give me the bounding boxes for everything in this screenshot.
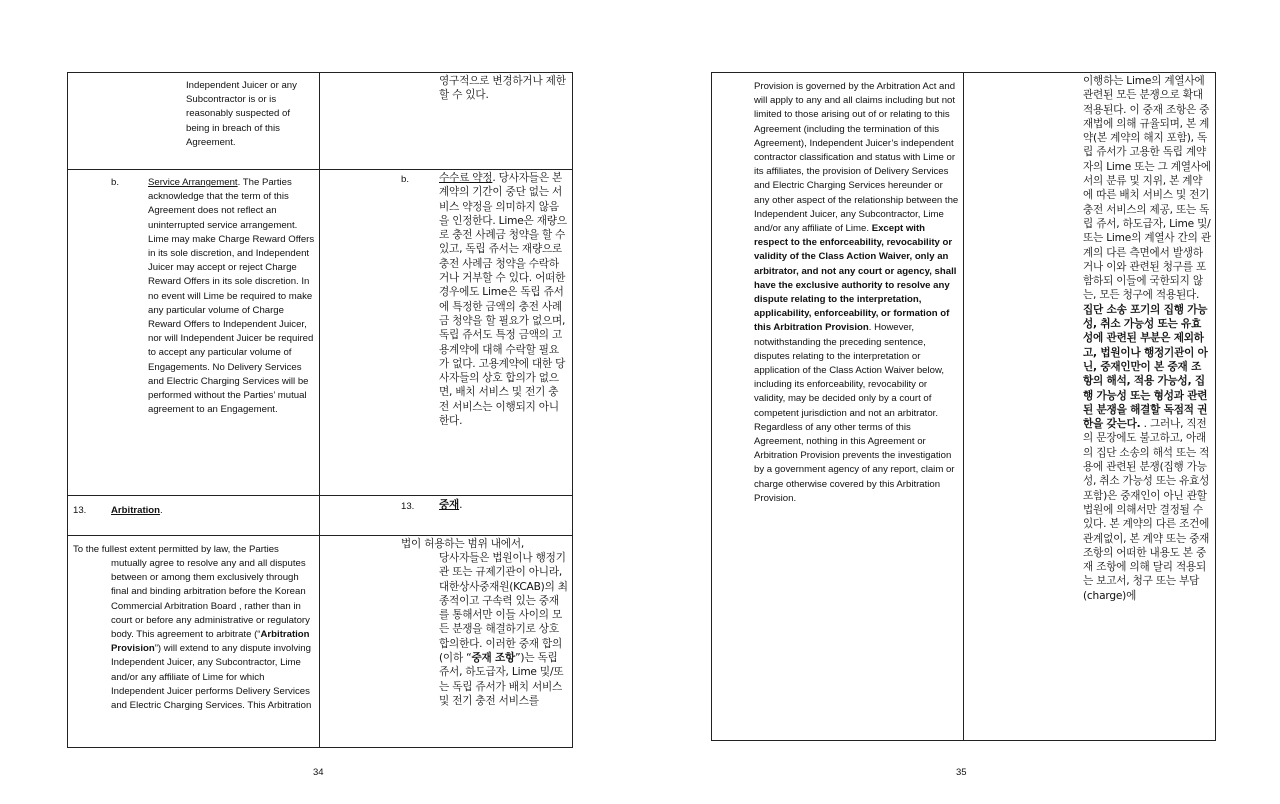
document-page-35 [640,0,1280,804]
english-cell [68,170,320,496]
korean-cell [320,536,573,748]
english-text [148,176,316,417]
table-row [712,73,1216,741]
table-row [68,170,573,496]
bold-clause: Except with respect to the enforceability, revocability or validity of the Class Action Waiver, only an arbitrator, and not any court or agency, shall have the exclusive authority to resolve any dispute relating to the interpretation, applicability, enforceability, or formation of this Arbitration Provision [754,223,957,334]
table-row [68,536,573,748]
english-cell [68,536,320,748]
page-number: 34 [313,767,324,778]
english-cell [712,73,964,741]
korean-text: 영구적으로 변경하거나 제한할 수 있다. [439,75,566,102]
english-cell [68,496,320,536]
section-heading: Arbitration. [111,505,163,516]
clause-title: Service Arrangement [148,177,238,188]
korean-cell [320,170,573,496]
korean-lead-text: 법이 허용하는 범위 내에서, [401,538,525,550]
clause-marker: b. [401,174,410,185]
section-number: 13. [401,501,415,512]
section-heading: 중재. [439,499,463,511]
clause-title: 수수료 약정 [439,172,493,184]
clause-body: . 당사자들은 본 계약의 기간이 중단 없는 서비스 약정을 의미하지 않음을 인정한다. Lime은 재량으로 충전 사례금 청약을 할 수 있고, 독립 쥬서는 재량으로 충전 사례금 청약을 수락하거나 거부할 수 있다. 어떠한 경우에도 Lime은 독립 쥬서에 특정한 금액의 충전 사례금 청약을 할 필요가 없으며, 독립 쥬서도 특정 금액의 고용계약에 대해 수락할 필요가 없다. 고용계약에 대한 당사자들의 상호 합의가 없으면, 배치 서비스 및 전기 충전 서비스는 이행되지 아니한다. [439,172,567,428]
english-text: Provision is governed by the Arbitration Act and will apply to any and all claims including but not limited to those arising out of or relating to this Agreement (including the termination of this Agreement), Independent Juicer’s independent contractor classification and status with Lime or its affiliates, the provision of Delivery Services and Electric Charging Services hereunder or any other aspect of the relationship between the Independent Juicer, any Subcontractor, Lime and/or any affiliate of Lime. Except with respect to the enforceability, revocability or validity of the Class Action Waiver, only an arbitrator, and not any court or agency, shall have the exclusive authority to resolve any dispute relating to the interpretation, applicability, enforceability, or formation of this Arbitration Provision. However, notwithstanding the preceding sentence, disputes relating to the interpretation or application of the Class Action Waiver below, including its enforceability, revocability or validity, may be decided only by a court of competent jurisdiction and not an arbitrator. Regardless of any other terms of this Agreement, nothing in this Agreement or Arbitration Provision prevents the investigation by a government agency of any report, claim or charge otherwise covered by this Arbitration Provision. [754,81,959,504]
korean-cell [320,496,573,536]
defined-term: 중재 조항 [471,652,516,665]
korean-text [439,171,567,428]
defined-term: Arbitration Provision [111,629,310,655]
korean-text: 당사자들은 법원이나 행정기관 또는 규제기관이 아니라, 대한상사중재원(KCAB)의 최종적이고 구속력 있는 중재를 통해서만 이들 사이의 모든 분쟁을 해결하기로 상호 합의한다. 이러한 중재 합의(이하 “중재 조항”)는 독립 쥬서, 하도급자, Lime 및/또는 독립 쥬서가 배치 서비스 및 전기 충전 서비스를 [439,552,568,707]
clause-body: . The Parties acknowledge that the term of this Agreement does not reflect an uninterrupted service arrangement. Lime may make Charge Reward Offers in its sole discretion, and Independent Juicer may accept or reject Charge Reward Offers in its sole discretion. In no event will Lime be required to make any particular volume of Charge Reward Offers to Independent Juicer, nor will Independent Juicer be required to accept any particular volume of Engagements. No Delivery Services and Electric Charging Services will be performed without the Parties’ mutual agreement to an Engagement. [148,177,315,416]
bilingual-table-left [67,72,573,748]
english-text: Independent Juicer or any Subcontractor is or is reasonably suspected of being in breach of this Agreement. [186,80,297,148]
table-row [68,73,573,170]
english-text: mutually agree to resolve any and all disputes between or among them exclusively through final and binding arbitration before the Korean Commercial Arbitration Board , rather than in court or before any administrative or regulatory body. This agreement to arbitrate (“Arbitration Provision”) will extend to any dispute involving Independent Juicer, any Subcontractor, Lime and/or any affiliate of Lime for which Independent Juicer performs Delivery Services and Electric Charging Services. This Arbitration [111,558,312,712]
bold-clause: 집단 소송 포기의 집행 가능성, 취소 가능성 또는 유효성에 관련된 부분은 제외하고, 법원이나 행정기관이 아닌, 중재인만이 본 중재 조항의 해석, 적용 가능성, 집행 가능성 또는 형성과 관련된 분쟁을 해결할 독점적 권한을 갖는다. [1083,303,1208,431]
table-row [68,496,573,536]
korean-text: 이행하는 Lime의 계열사에 관련된 모든 분쟁으로 확대 적용된다. 이 중재 조항은 중재법에 의해 규율되며, 본 계약(본 계약의 해지 포함), 독립 쥬서가 고용한 독립 계약자의 Lime 또는 그 계열사에서의 분류 및 지위, 본 계약에 따른 배치 서비스 및 전기 충전 서비스의 제공, 또는 독립 쥬서, 하도급자, Lime 및/또는 Lime의 계열사 간의 관계의 다른 측면에서 발생하거나 이와 관련된 청구를 포함하되 이들에 국한되지 않는, 모든 청구에 적용된다. 집단 소송 포기의 집행 가능성, 취소 가능성 또는 유효성에 관련된 부분은 제외하고, 법원이나 행정기관이 아닌, 중재인만이 본 중재 조항의 해석, 적용 가능성, 집행 가능성 또는 형성과 관련된 분쟁을 해결할 독점적 권한을 갖는다. . 그러나, 직전의 문장에도 불고하고, 아래의 집단 소송의 해석 또는 적용에 관련된 분쟁(집행 가능성, 취소 가능성 또는 유효성 포함)은 중재인이 아닌 관할 법원에 의해서만 결정될 수 있다. 본 계약의 다른 조건에 관계없이, 본 계약 또는 중재 조항의 어떠한 내용도 본 중재 조항에 의해 달리 적용되는 보고서, 청구 또는 부담(charge)에 [1083,75,1211,602]
clause-marker: b. [111,177,120,188]
section-number: 13. [73,505,87,516]
korean-cell [964,73,1216,741]
english-cell [68,73,320,170]
english-lead-text: To the fullest extent permitted by law, the Parties [73,544,279,555]
page-number: 35 [956,767,967,778]
korean-cell [320,73,573,170]
bilingual-table-right [711,72,1216,741]
